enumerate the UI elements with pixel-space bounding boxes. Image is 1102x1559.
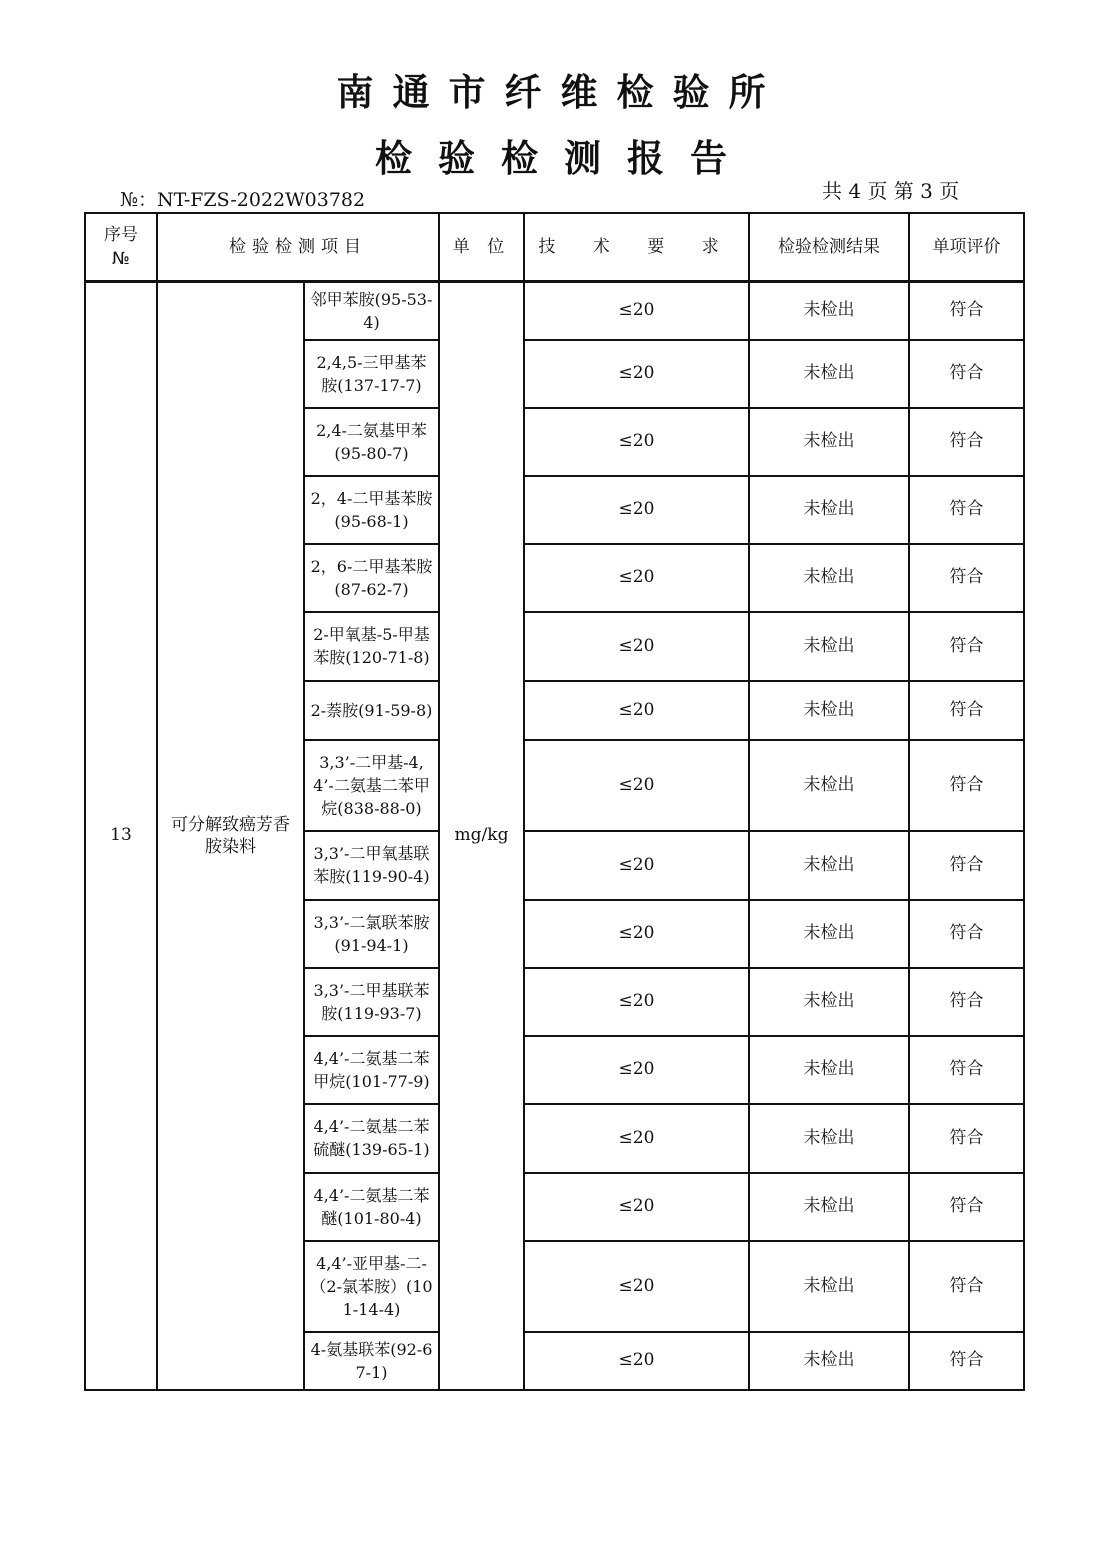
requirement-cell: ≤20 [524,831,749,900]
evaluation-cell: 符合 [909,1332,1024,1390]
requirement-cell: ≤20 [524,1332,749,1390]
requirement-cell: ≤20 [524,282,749,340]
evaluation-cell: 符合 [909,740,1024,831]
group-unit: mg/kg [439,282,524,1390]
requirement-cell: ≤20 [524,1036,749,1104]
requirement-cell: ≤20 [524,968,749,1036]
requirement-cell: ≤20 [524,612,749,681]
page-indicator: 共 4 页 第 3 页 [822,179,960,203]
requirement-cell: ≤20 [524,1241,749,1332]
result-cell: 未检出 [749,740,909,831]
report-title: 检验检测报告 [375,137,753,180]
sub-item-name: 4,4’-二氨基二苯醚(101-80-4) [304,1173,439,1241]
sub-item-name: 4-氨基联苯(92-67-1) [304,1332,439,1390]
evaluation-cell: 符合 [909,968,1024,1036]
sub-item-name: 3,3’-二甲基联苯胺(119-93-7) [304,968,439,1036]
organization-name: 南通市纤维检验所 [336,71,785,114]
group-item-name: 可分解致癌芳香胺染料 [157,282,304,1390]
evaluation-cell: 符合 [909,340,1024,408]
evaluation-cell: 符合 [909,476,1024,544]
evaluation-cell: 符合 [909,1104,1024,1173]
requirement-cell: ≤20 [524,1104,749,1173]
requirement-cell: ≤20 [524,1173,749,1241]
evaluation-cell: 符合 [909,681,1024,740]
result-cell: 未检出 [749,544,909,612]
result-cell: 未检出 [749,476,909,544]
column-header-unit: 单 位 [439,213,524,282]
evaluation-cell: 符合 [909,831,1024,900]
sub-item-name: 2，6-二甲基苯胺(87-62-7) [304,544,439,612]
result-cell: 未检出 [749,340,909,408]
sub-item-name: 2-萘胺(91-59-8) [304,681,439,740]
result-cell: 未检出 [749,1036,909,1104]
inspection-results-table [84,212,1025,1391]
result-cell: 未检出 [749,681,909,740]
requirement-cell: ≤20 [524,544,749,612]
column-header-requirement: 技 术 要 求 [524,213,749,282]
sub-item-name: 2,4-二氨基甲苯(95-80-7) [304,408,439,476]
result-cell: 未检出 [749,1332,909,1390]
report-number: №：NT-FZS-2022W03782 [120,189,366,211]
result-cell: 未检出 [749,900,909,968]
result-cell: 未检出 [749,1241,909,1332]
table-row [85,282,1024,340]
result-cell: 未检出 [749,1104,909,1173]
sub-item-name: 2,4,5-三甲基苯胺(137-17-7) [304,340,439,408]
column-header-item: 检验检测项目 [157,213,439,282]
evaluation-cell: 符合 [909,1173,1024,1241]
evaluation-cell: 符合 [909,900,1024,968]
evaluation-cell: 符合 [909,1036,1024,1104]
evaluation-cell: 符合 [909,1241,1024,1332]
requirement-cell: ≤20 [524,408,749,476]
result-cell: 未检出 [749,968,909,1036]
evaluation-cell: 符合 [909,408,1024,476]
sub-item-name: 3,3’-二甲氧基联苯胺(119-90-4) [304,831,439,900]
sub-item-name: 3,3’-二甲基-4,4’-二氨基二苯甲烷(838-88-0) [304,740,439,831]
evaluation-cell: 符合 [909,612,1024,681]
result-cell: 未检出 [749,282,909,340]
requirement-cell: ≤20 [524,740,749,831]
result-cell: 未检出 [749,408,909,476]
requirement-cell: ≤20 [524,340,749,408]
table-header-row [85,213,1024,282]
group-number: 13 [85,282,157,1390]
sub-item-name: 4,4’-亚甲基-二-（2-氯苯胺）(101-14-4) [304,1241,439,1332]
requirement-cell: ≤20 [524,476,749,544]
requirement-cell: ≤20 [524,900,749,968]
sub-item-name: 4,4’-二氨基二苯硫醚(139-65-1) [304,1104,439,1173]
sub-item-name: 邻甲苯胺(95-53-4) [304,282,439,340]
requirement-cell: ≤20 [524,681,749,740]
table-body [85,282,1024,1390]
sub-item-name: 2，4-二甲基苯胺(95-68-1) [304,476,439,544]
column-header-evaluation: 单项评价 [909,213,1024,282]
column-header-result: 检验检测结果 [749,213,909,282]
evaluation-cell: 符合 [909,544,1024,612]
sub-item-name: 3,3’-二氯联苯胺(91-94-1) [304,900,439,968]
result-cell: 未检出 [749,1173,909,1241]
result-cell: 未检出 [749,831,909,900]
evaluation-cell: 符合 [909,282,1024,340]
result-cell: 未检出 [749,612,909,681]
sub-item-name: 2-甲氧基-5-甲基苯胺(120-71-8) [304,612,439,681]
column-header-no: 序号 № [85,213,157,282]
sub-item-name: 4,4’-二氨基二苯甲烷(101-77-9) [304,1036,439,1104]
